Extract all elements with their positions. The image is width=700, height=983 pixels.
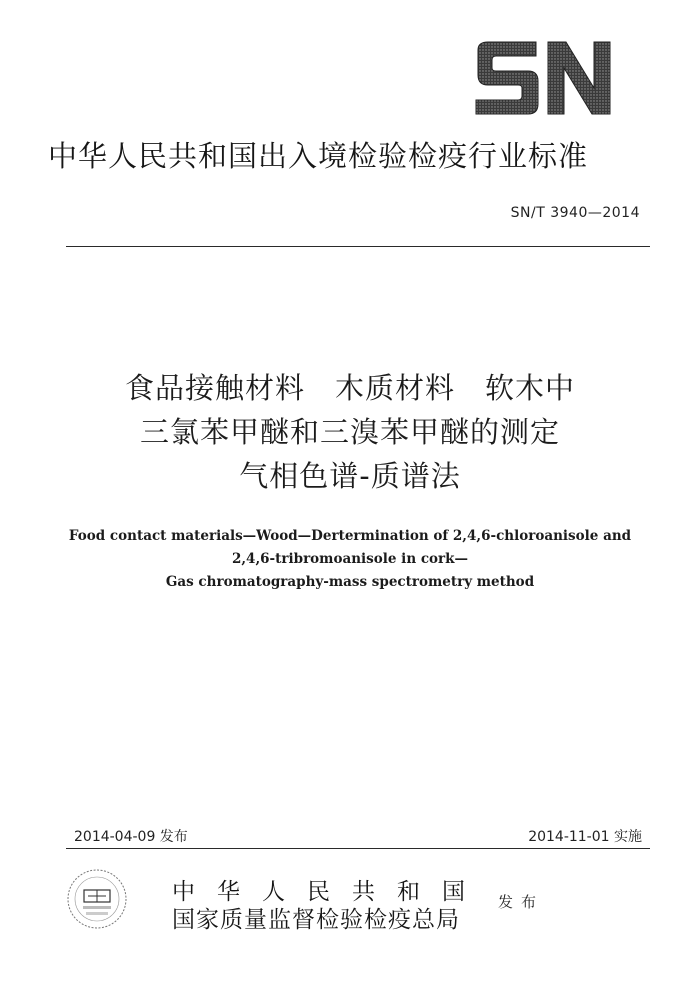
english-title-line-2: 2,4,6-tribromoanisole in cork— — [231, 551, 469, 567]
chinese-title-line-3: 气相色谱-质谱法 — [239, 459, 461, 493]
chinese-title-line-2: 三氯苯甲醚和三溴苯甲醚的测定 — [139, 415, 560, 449]
issuing-body-header: 中华人民共和国出入境检验检疫行业标准 — [48, 139, 589, 173]
seal-stamp-icon — [66, 868, 128, 930]
top-divider — [66, 246, 650, 247]
chinese-title-line-1: 食品接触材料 木质材料 软木中 — [124, 371, 575, 405]
chinese-title — [0, 366, 700, 498]
issuer-agency: 国家质量监督检验检疫总局 — [172, 907, 460, 933]
publish-label: 发布 — [498, 893, 545, 911]
english-title-line-3: Gas chromatography-mass spectrometry method — [165, 574, 535, 590]
bottom-divider — [66, 848, 650, 849]
english-title-line-1: Food contact materials—Wood—Dertermination of 2,4,6-chloroanisole and — [68, 528, 632, 544]
implementation-date: 2014-11-01 实施 — [528, 829, 642, 845]
english-title — [0, 525, 700, 594]
sn-logo — [470, 40, 616, 116]
issuer-country: 中华人民共和国 — [172, 879, 487, 905]
issue-date: 2014-04-09 发布 — [74, 829, 188, 845]
issuing-authority — [172, 878, 487, 934]
standard-number: SN/T 3940—2014 — [510, 205, 640, 221]
